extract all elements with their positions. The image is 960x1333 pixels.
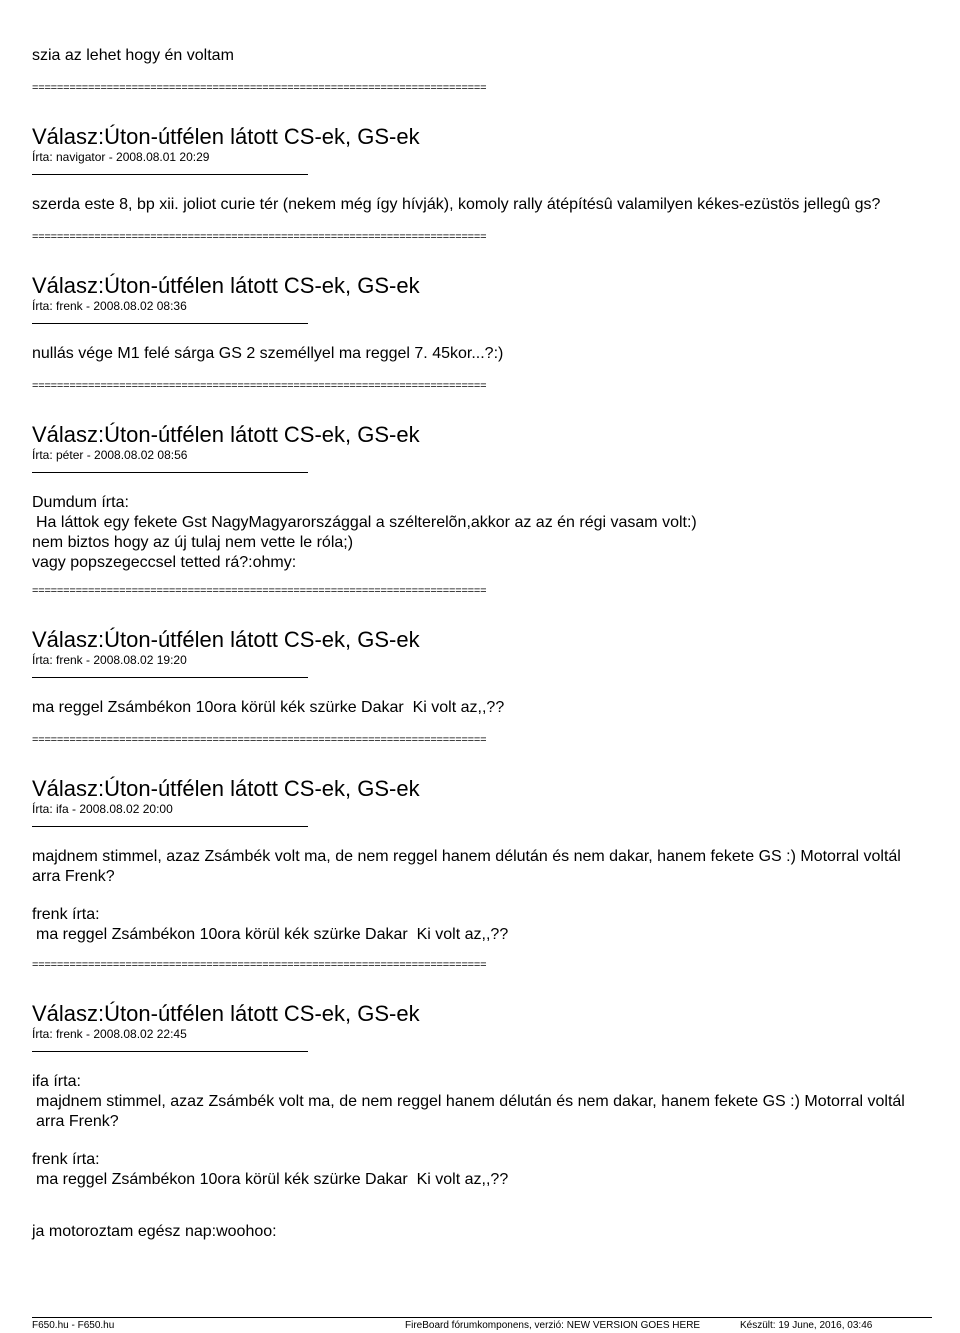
separator: ========================================================================= xyxy=(32,585,487,597)
post-body: majdnem stimmel, azaz Zsámbék volt ma, de nem reggel hanem délután és nem dakar, hanem fekete GS :) Motorral voltál arra Frenk? xyxy=(32,848,906,885)
post-meta: Írta: navigator - 2008.08.01 20:29 xyxy=(32,150,210,164)
quote-author: ifa írta: xyxy=(32,1073,81,1090)
post-title: Válasz:Úton-útfélen látott CS-ek, GS-ek xyxy=(32,124,420,149)
post-meta: Írta: frenk - 2008.08.02 19:20 xyxy=(32,653,187,667)
page-footer xyxy=(32,1317,932,1333)
separator: ========================================================================= xyxy=(32,380,487,392)
post-title: Válasz:Úton-útfélen látott CS-ek, GS-ek xyxy=(32,273,420,298)
separator: ========================================================================= xyxy=(32,231,487,243)
quote-text: ma reggel Zsámbékon 10ora körül kék szürke Dakar Ki volt az,,?? xyxy=(36,1171,509,1188)
post-title: Válasz:Úton-útfélen látott CS-ek, GS-ek xyxy=(32,776,420,801)
post-body: szerda este 8, bp xii. joliot curie tér (nekem még így hívják), komoly rally átépítésû valamilyen kékes-ezüstös jellegû gs? xyxy=(32,196,881,213)
post-body: ja motoroztam egész nap:woohoo: xyxy=(32,1223,277,1240)
quote-text: Ha láttok egy fekete Gst NagyMagyarországgal a szélterelõn,akkor az az én régi vasam volt:) xyxy=(36,514,697,531)
post-meta: Írta: frenk - 2008.08.02 08:36 xyxy=(32,299,187,313)
post-body: nem biztos hogy az új tulaj nem vette le róla;) xyxy=(32,534,354,551)
quote-author: Dumdum írta: xyxy=(32,494,129,511)
footer-site: F650.hu - F650.hu xyxy=(32,1320,115,1331)
quote-text: ma reggel Zsámbékon 10ora körül kék szürke Dakar Ki volt az,,?? xyxy=(36,926,509,943)
post-title: Válasz:Úton-útfélen látott CS-ek, GS-ek xyxy=(32,1001,420,1026)
quote-text: majdnem stimmel, azaz Zsámbék volt ma, de nem reggel hanem délután és nem dakar, hanem fekete GS :) Motorral voltál arra Frenk? xyxy=(36,1093,910,1130)
footer-timestamp: Készült: 19 June, 2016, 03:46 xyxy=(740,1320,873,1331)
post-body: ma reggel Zsámbékon 10ora körül kék szürke Dakar Ki volt az,,?? xyxy=(32,699,505,716)
post-title: Válasz:Úton-útfélen látott CS-ek, GS-ek xyxy=(32,627,420,652)
post-body: vagy popszegeccsel tetted rá?:ohmy: xyxy=(32,554,297,571)
forum-export xyxy=(32,46,932,1242)
separator: ========================================================================= xyxy=(32,82,487,94)
post-meta: Írta: ifa - 2008.08.02 20:00 xyxy=(32,802,173,816)
post-meta: Írta: frenk - 2008.08.02 22:45 xyxy=(32,1027,187,1041)
separator: ========================================================================= xyxy=(32,734,487,746)
quote-author: frenk írta: xyxy=(32,1151,100,1168)
footer-component: FireBoard fórumkomponens, verzió: NEW VERSION GOES HERE xyxy=(405,1320,701,1331)
post-meta: Írta: péter - 2008.08.02 08:56 xyxy=(32,448,188,462)
post-title: Válasz:Úton-útfélen látott CS-ek, GS-ek xyxy=(32,422,420,447)
post-body: nullás vége M1 felé sárga GS 2 személlyel ma reggel 7. 45kor...?:) xyxy=(32,345,504,362)
quote-author: frenk írta: xyxy=(32,906,100,923)
intro-text: szia az lehet hogy én voltam xyxy=(32,47,234,64)
separator: ========================================================================= xyxy=(32,959,487,971)
